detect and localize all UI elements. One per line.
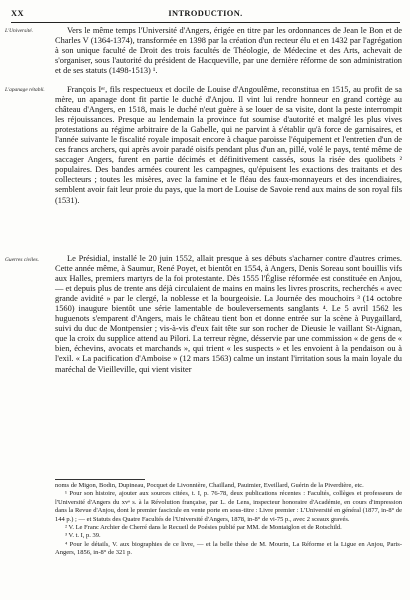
footnote-3: ³ V. t. I, p. 39. [65, 532, 101, 540]
footnote-separator [55, 479, 145, 480]
running-header [11, 9, 400, 21]
paragraph-guerres-civiles: Le Présidial, installé le 20 juin 1552, allait presque à ses débuts s'acharner contre d'autres crimes. Cette année même, à Saumur, René Poyet, et bientôt en 1554, à Angers, Denis Soreau sont bouillis vifs aux Halles, premiers martyrs de la foi protestante. Dès 1555 l'Église réformée est constituée en Anjou, — et depuis plus de trente ans déjà circulaient de mains en mains les livres proscrits, recherchés « avec grande avidité » par le clergé, la noblesse et la bourgeoisie. La Journée des mouchoirs ³ (14 octobre 1560) inaugure bientôt une série lamentable de bouleversements sanglants ⁴. Le 5 avril 1562 les huguenots s'emparent d'Angers, mais le château tient bon et donne entrée sur la scène à Puygaillard, suivi du duc de Montpensier ; vis-à-vis d'eux fait tête sur son rocher de Dieusie le vaillant St-Aignan, que la croix du supplice attend au Pilori. La terreur règne, désservie par une commission « de gens de « bien, échevins, avocats et marchands », qui trient « les suspects » et les envoient à la pendaison ou à l'exil. « La pacification d'Amboise » (12 mars 1563) calme un instant l'irritation sous la main loyale du maréchal de Vieilleville, qui vient visiter [55, 254, 402, 374]
paragraph-universite: Vers le même temps l'Université d'Angers, érigée en titre par les ordonnances de Jean le Bon et de Charles V (1364-1374), transformée en 1398 par la création d'un recteur élu et en 1432 par l'agrégation à son unique faculté de Droit des trois facultés de Théologie, de Médecine et des Arts, achevait de s'organiser, sous l'autorité du président de Hacqueville, par une dernière réforme de son administration et de ses statuts (1498-1513) ¹. [55, 26, 402, 76]
footnote-1: ¹ Pour son histoire, ajouter aux sources citées, t. I, p. 76-78, deux publications récentes : Facultés, collèges et professeurs de l'Université d'Angers du xvᵉ s. à la Révolution française, par L. de Lens, inspecteur honoraire d'Académie, en cours d'impression dans la Revue d'Anjou, dont le premier fascicule en vente porte en sous-titre : Livre premier : L'Université en général (1877, in-8° de 144 p.) ; — et Statuts des Quatre Facultés de l'Université d'Angers, 1878, in-8° de vi-75 p., avec 2 sceaux gravés. [55, 490, 402, 523]
footnote-2: ² V. Le Franc Archier de Cherré dans le Recueil de Poésies publié par MM. de Montaiglon et de Rotschild. [65, 524, 342, 532]
running-title: INTRODUCTION. [168, 9, 243, 18]
header-rule [11, 22, 400, 23]
margin-note-universite: L'Université. [5, 28, 33, 34]
page-number: XX [11, 9, 24, 18]
paragraph-apanage: François Iᵉʳ, fils respectueux et docile de Louise d'Angoulême, reconstitua en 1515, au profit de sa mère, un apanage dont fit partie le duché d'Anjou. Il vint lui rendre honneur en grand cortège au château d'Angers, en 1518, mais le duché n'eut guère à se louer de sa visite, dont la peste interrompit les réjouissances. Presque au lendemain la province fut soumise d'autorité et malgré les plus vives protestations au régime arbitraire de la Gabelle, qui ne parvint à s'établir qu'à force de garnisaires, et l'année suivante le fiscalité royale imposait encore à chaque paroisse l'équipement et l'entretien d'un de ces francs archers, qui après avoir paradé oisifs pendant plus d'un an, pillé, volé le pays, tenté même de saccager Angers, furent en partie décimés et définitivement cassés, sous la risée des quolibets ² populaires. Des bandes armées courent les campagnes, qu'épuisent les exactions des traitants et des collecteurs ; toutes les misères, avec la famine et le fléau des faux-monnayeurs et des incendiaires, semblent avoir fait leur proie du pays, que la mort de Louise de Savoie rend aux mains de son royal fils (1531). [55, 85, 402, 205]
footnote-4: ⁴ Pour le détails, V. aux biographies de ce livre, — et la belle thèse de M. Mourin, La Réforme et la Ligue en Anjou, Paris-Angers, 1856, in-8° de 321 p. [55, 540, 402, 557]
margin-note-guerres: Guerres civiles. [5, 257, 39, 263]
margin-note-apanage: L'apanage rétabli. [5, 87, 45, 93]
footnotes [55, 482, 402, 558]
footnote-continuation: noms de Migon, Bodin, Dupineau, Pocquet de Livonnière, Chailland, Pauimier, Eveillard, Guérin de la Piverdière, etc. [55, 482, 364, 489]
